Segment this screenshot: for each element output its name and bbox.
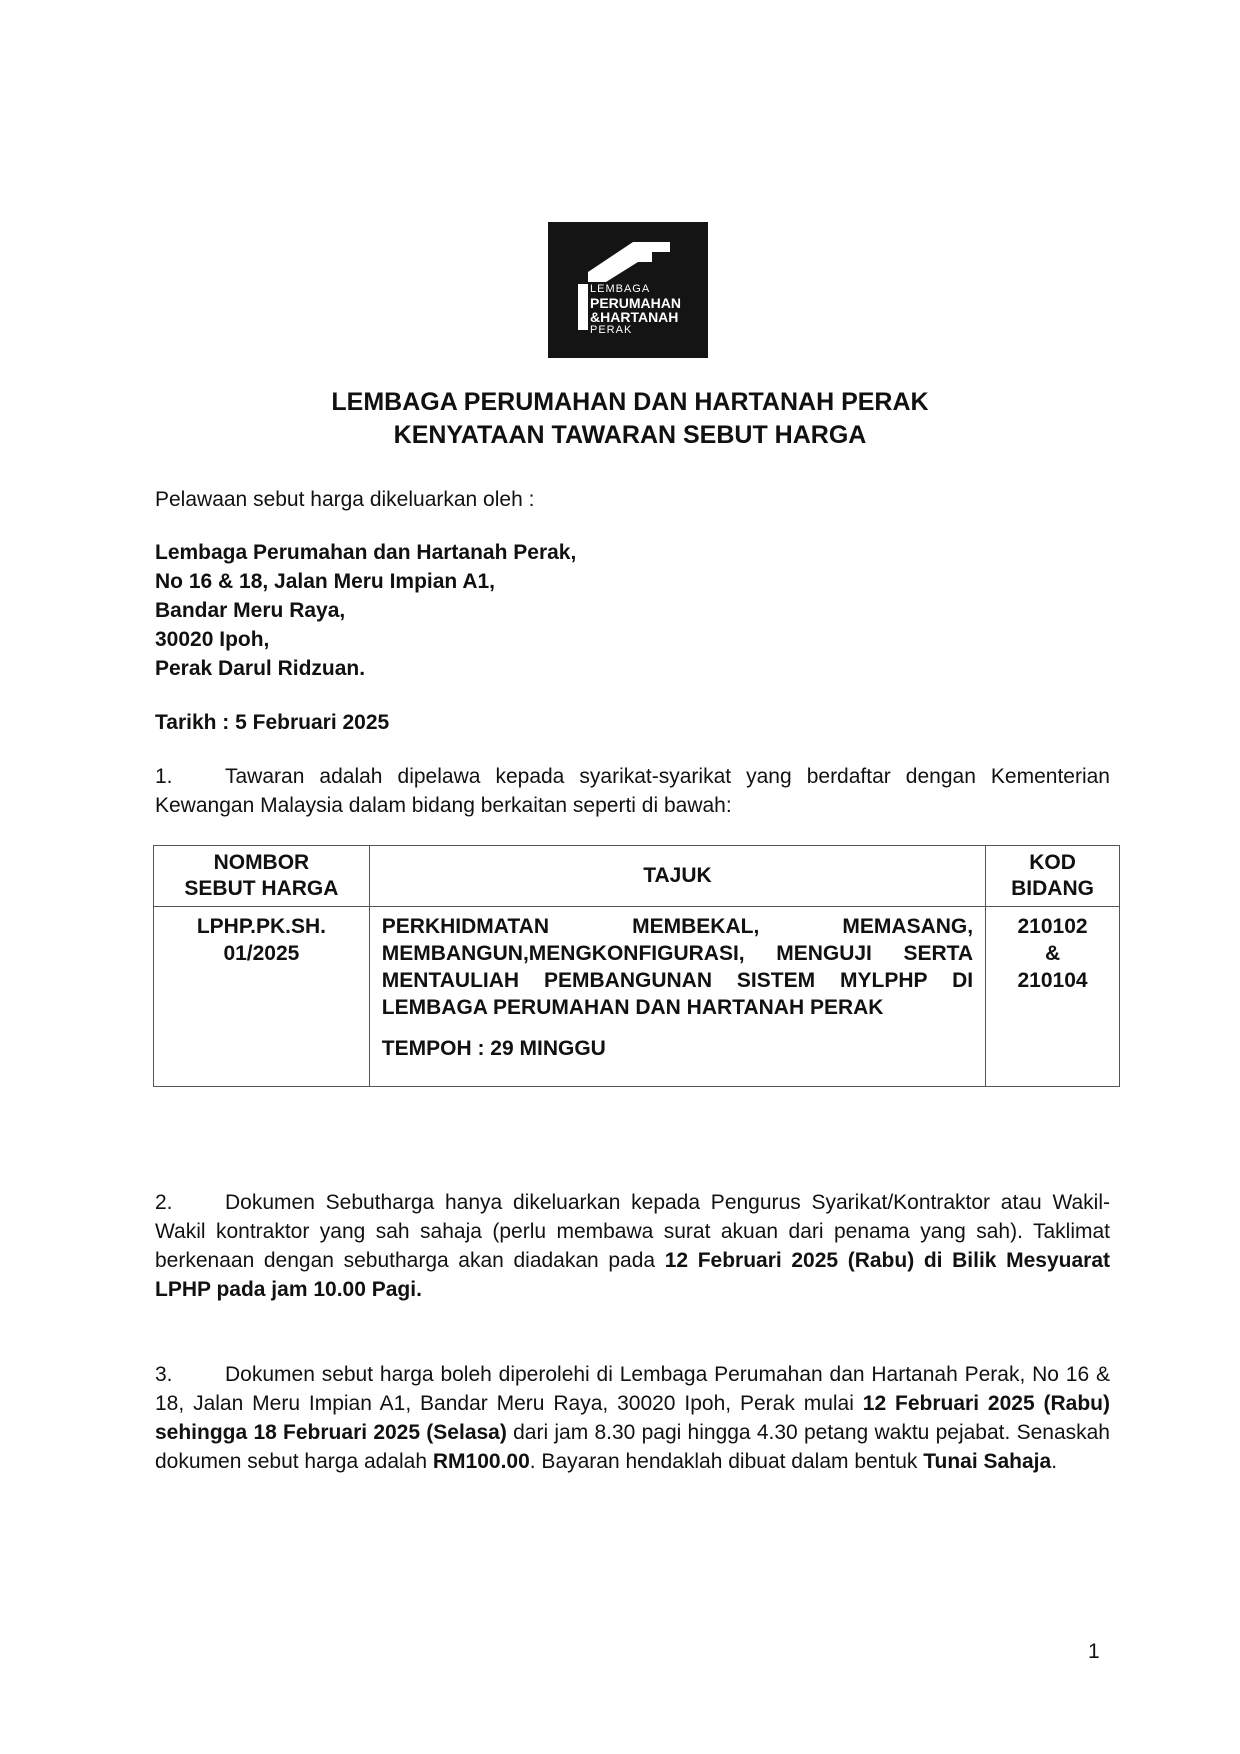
logo-line-3: &HARTANAH [590,309,679,326]
paragraph-1 [155,762,1110,820]
issuer-intro: Pelawaan sebut harga dikeluarkan oleh : [155,488,535,511]
table-row [154,907,1120,1087]
document-title-line-1: LEMBAGA PERUMAHAN DAN HARTANAH PERAK [331,388,929,416]
paragraph-number: 3. [155,1363,173,1386]
address-line: Bandar Meru Raya, [155,599,346,622]
document-title-line-2: KENYATAAN TAWARAN SEBUT HARGA [393,421,867,449]
quote-title: PERKHIDMATAN MEMBEKAL, MEMASANG, MEMBANGUN,MENGKONFIGURASI, MENGUJI SERTA MENTAULIAH PEMBANGUNAN SISTEM MYLPHP DI LEMBAGA PERUMAHAN DAN HARTANAH PERAK [381,915,974,1019]
paragraph-2 [155,1188,1110,1304]
header-quote-number: NOMBOR SEBUT HARGA [154,846,370,907]
paragraph-text: Dokumen Sebutharga hanya dikeluarkan kepada Pengurus Syarikat/Kontraktor atau Wakil-Wakil kontraktor yang sah sahaja (perlu membawa surat akuan dari penama yang sah). Taklimat berkenaan dengan sebutharga akan diadakan pada [155,1191,1110,1272]
quote-number-cell: LPHP.PK.SH. 01/2025 [154,907,370,1087]
paragraph-3: 3. Dokumen sebut harga boleh diperolehi di Lembaga Perumahan dan Hartanah Perak, No 16 & 18, Jalan Meru Impian A1, Bandar Meru Raya, 30020 Ipoh, Perak mulai 12 Februari 2025 (Rabu) sehingga 18 Februari 2025 (Selasa) dari jam 8.30 pagi hingga 4.30 petang waktu pejabat. Senaskah dokumen sebut harga adalah RM100.00. Bayaran hendaklah dibuat dalam bentuk Tunai Sahaja. [155,1360,1110,1476]
header-title: TAJUK [369,846,985,907]
address-line: Lembaga Perumahan dan Hartanah Perak, [155,541,577,564]
quote-duration: TEMPOH : 29 MINGGU [381,1037,606,1060]
briefing-details: 12 Februari 2025 (Rabu) di Bilik Mesyuarat LPHP pada jam 10.00 Pagi. [155,1249,1110,1301]
address-line: No 16 & 18, Jalan Meru Impian A1, [155,570,495,593]
logo-line-1: LEMBAGA [590,283,651,295]
paragraph-text: Tawaran adalah dipelawa kepada syarikat-syarikat yang berdaftar dengan Kementerian Kewangan Malaysia dalam bidang berkaitan seperti di bawah: [155,765,1110,817]
issuer-address [155,538,576,683]
table-header-row [154,846,1120,907]
logo-line-2: PERUMAHAN [590,294,681,311]
document-date: Tarikh : 5 Februari 2025 [155,711,390,734]
field-code-cell: 210102 & 210104 [986,907,1120,1087]
paragraph-number: 2. [155,1191,173,1214]
paragraph-number: 1. [155,765,173,788]
quotation-table [153,845,1120,1087]
logo-line-4: PERAK [590,323,633,336]
payment-method: Tunai Sahaja [923,1450,1052,1473]
address-line: 30020 Ipoh, [155,628,270,651]
address-line: Perak Darul Ridzuan. [155,657,366,680]
availability-dates: 12 Februari 2025 (Rabu) sehingga 18 Februari 2025 (Selasa) [155,1392,1110,1444]
quote-title-cell [369,907,985,1087]
lphp-logo [548,222,708,358]
document-price: RM100.00 [432,1450,530,1473]
page-number: 1 [1088,1640,1100,1663]
header-field-code: KOD BIDANG [986,846,1120,907]
